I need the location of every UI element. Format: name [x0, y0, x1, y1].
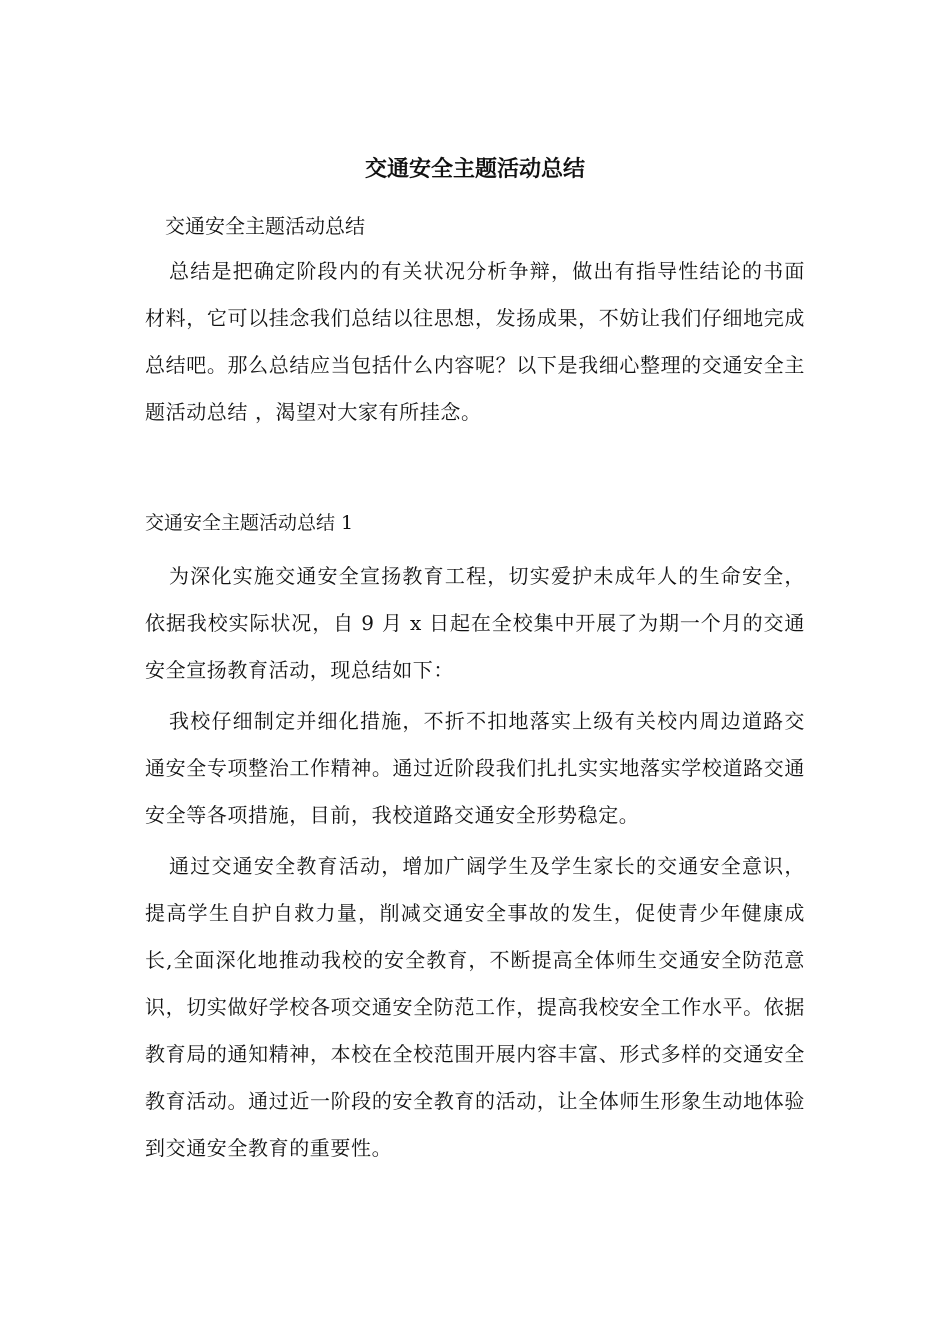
document-title: 交通安全主题活动总结: [364, 157, 585, 182]
section-paragraph: 为深化实施交通安全宣扬教育工程，切实爱护未成年人的生命安全，依据我校实际状况，自 9 月 x 日起在全校集中开展了为期一个月的交通安全宣扬教育活动，现总结如下：: [145, 564, 805, 682]
section-paragraph: 通过交通安全教育活动，增加广阔学生及学生家长的交通安全意识，提高学生自护自救力量，削减交通安全事故的发生，促使青少年健康成长,全面深化地推动我校的安全教育，不断提高全体师生交通安全防范意识，切实做好学校各项交通安全防范工作，提高我校安全工作水平。依据教育局的通知精神，本校在全校范围开展内容丰富、形式多样的交通安全教育活动。通过近一阶段的安全教育的活动，让全体师生形象生动地体验到交通安全教育的重要性。: [145, 854, 805, 1160]
document-subtitle: 交通安全主题活动总结: [165, 214, 365, 238]
section-paragraph: 我校仔细制定并细化措施，不折不扣地落实上级有关校内周边道路交通安全专项整治工作精神。通过近阶段我们扎扎实实地落实学校道路交通安全等各项措施，目前，我校道路交通安全形势稳定。: [145, 709, 805, 827]
section-heading: 交通安全主题活动总结 1: [145, 512, 354, 534]
intro-paragraph: 总结是把确定阶段内的有关状况分析争辩，做出有指导性结论的书面材料，它可以挂念我们总结以往思想，发扬成果，不妨让我们仔细地完成总结吧。那么总结应当包括什么内容呢？以下是我细心整理的交通安全主题活动总结 ，渴望对大家有所挂念。: [145, 259, 805, 424]
